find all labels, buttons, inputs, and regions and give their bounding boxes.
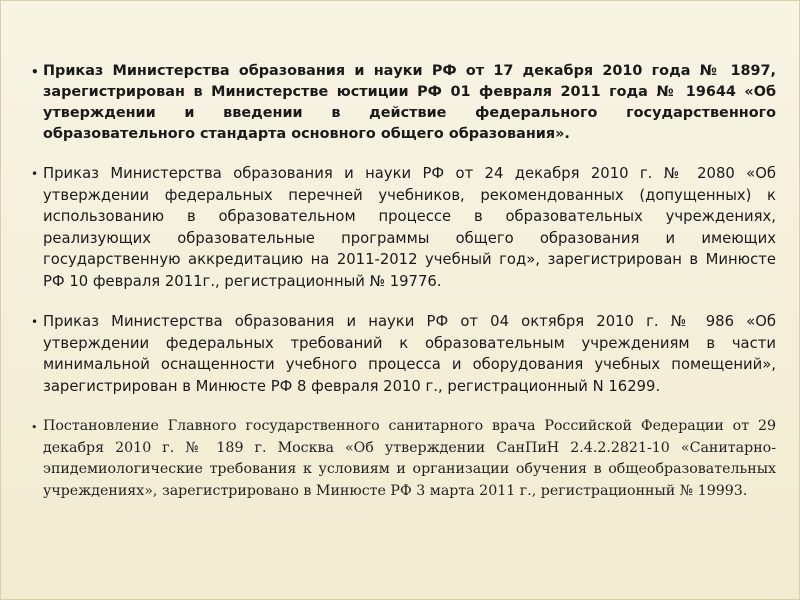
list-item <box>31 163 776 292</box>
list-item <box>31 61 776 145</box>
list-item <box>31 311 776 397</box>
item-text: Постановление Главного государственного санитарного врача Российской Федерации от 29 декабря 2010 г. № 189 г. Москва «Об утверждении СанПиН 2.4.2.2821-10 «Санитарно-эпидемиологические требования к условиям и организации обучения в общеобразовательных учреждениях», зарегистрировано в Минюсте РФ 3 марта 2011 г., регистрационный № 19993. <box>43 418 776 499</box>
bullet: • <box>31 315 39 329</box>
item-text: Приказ Министерства образования и науки РФ от 04 октября 2010 г. № 986 «Об утверждении федеральных требований к образовательным учреждениям в части минимальной оснащенности учебного процесса и оборудования учебных помещений», зарегистрирован в Минюсте РФ 8 февраля 2010 г., регистрационный N 16299. <box>43 313 776 395</box>
bullet: • <box>31 167 39 181</box>
item-text: Приказ Министерства образования и науки РФ от 17 декабря 2010 года № 1897, зарегистрирован в Министерстве юстиции РФ 01 февраля 2011 года № 19644 «Об утверждении и введении в действие федерального государственного образовательного стандарта основного общего образования». <box>43 63 776 142</box>
bullet: • <box>31 65 39 79</box>
list-item <box>31 416 776 502</box>
document-list <box>31 61 776 502</box>
item-text: Приказ Министерства образования и науки РФ от 24 декабря 2010 г. № 2080 «Об утверждении федеральных перечней учебников, рекомендованных (допущенных) к использованию в образовательном процессе в образовательных учреждениях, реализующих образовательные программы общего образования и имеющих государственную аккредитацию на 2011-2012 учебный год», зарегистрирован в Минюсте РФ 10 февраля 2011г., регистрационный № 19776. <box>43 165 776 290</box>
bullet: • <box>31 421 38 434</box>
